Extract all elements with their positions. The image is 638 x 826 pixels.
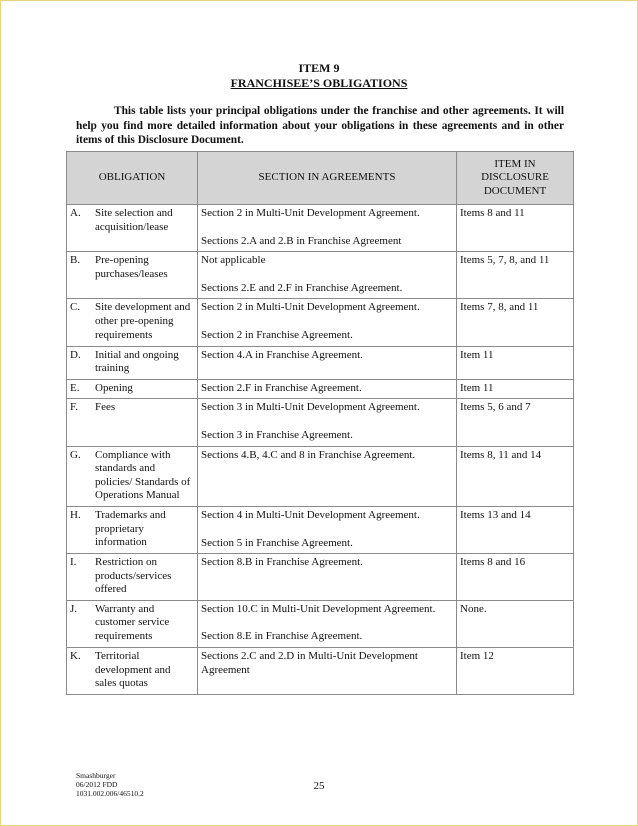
section-cell	[198, 600, 457, 647]
section-reference: Sections 2.A and 2.B in Franchise Agreement	[201, 234, 402, 247]
disclosure-item-cell: Items 5, 7, 8, and 11	[457, 252, 574, 299]
table-row	[67, 399, 574, 446]
disclosure-item-cell: Items 8 and 16	[457, 554, 574, 601]
section-cell	[198, 506, 457, 553]
header-obligation: OBLIGATION	[67, 152, 198, 205]
section-reference: Section 2.F in Franchise Agreement.	[201, 381, 362, 394]
disclosure-item-cell: Items 8 and 11	[457, 205, 574, 252]
footer-doc-number: 1031.002.006/46510.2	[76, 789, 144, 798]
disclosure-item-cell: Item 11	[457, 346, 574, 379]
section-reference: Sections 4.B, 4.C and 8 in Franchise Agreement.	[201, 448, 416, 461]
section-cell	[198, 205, 457, 252]
intro-paragraph: This table lists your principal obligations under the franchise and other agreements. It will help you find more detailed information about your obligations in these agreements and in other items of this Disclosure Document.	[76, 105, 564, 146]
obligation-text: Trademarks and proprietary information	[95, 508, 166, 549]
section-reference: Section 3 in Franchise Agreement.	[201, 428, 353, 441]
obligation-cell	[67, 346, 198, 379]
table-header-row	[67, 152, 574, 205]
section-reference: Section 2 in Multi-Unit Development Agreement.	[201, 207, 420, 219]
obligation-text: Site selection and acquisition/lease	[95, 207, 173, 233]
section-cell	[198, 446, 457, 506]
section-cell	[198, 648, 457, 695]
obligation-letter: G.	[70, 448, 81, 461]
table-row	[67, 299, 574, 346]
obligation-letter: E.	[70, 381, 80, 394]
disclosure-item-cell: None.	[457, 600, 574, 647]
disclosure-item-cell: Items 13 and 14	[457, 506, 574, 553]
section-reference: Section 4.A in Franchise Agreement.	[201, 348, 363, 361]
disclosure-item-cell: Item 12	[457, 648, 574, 695]
table-row	[67, 205, 574, 252]
obligation-cell	[67, 648, 198, 695]
obligation-text: Warranty and customer service requirements	[95, 602, 170, 643]
item-heading	[1, 61, 637, 91]
table-row	[67, 506, 574, 553]
table-row	[67, 379, 574, 399]
section-cell	[198, 399, 457, 446]
section-cell	[198, 252, 457, 299]
obligation-cell	[67, 506, 198, 553]
section-cell	[198, 346, 457, 379]
obligation-letter: K.	[70, 650, 81, 663]
obligation-letter: H.	[70, 508, 81, 521]
section-cell	[198, 379, 457, 399]
section-reference: Section 4 in Multi-Unit Development Agreement.	[201, 508, 420, 521]
disclosure-item-cell: Items 5, 6 and 7	[457, 399, 574, 446]
section-reference: Sections 2.E and 2.F in Franchise Agreement.	[201, 281, 403, 294]
item-number: ITEM 9	[298, 61, 340, 75]
obligation-cell	[67, 379, 198, 399]
section-cell	[198, 554, 457, 601]
obligation-letter: F.	[70, 401, 78, 414]
section-reference: Section 2 in Multi-Unit Development Agreement.	[201, 301, 420, 314]
section-reference: Sections 2.C and 2.D in Multi-Unit Development Agreement	[201, 650, 418, 676]
obligation-text: Initial and ongoing training	[95, 348, 179, 375]
obligation-letter: C.	[70, 301, 81, 314]
obligation-cell	[67, 205, 198, 252]
table-row	[67, 648, 574, 695]
table-row	[67, 446, 574, 506]
section-reference: Not applicable	[201, 254, 266, 267]
table-row	[67, 252, 574, 299]
obligation-cell	[67, 252, 198, 299]
footer-fdd-date: 06/2012 FDD	[76, 780, 118, 789]
section-cell	[198, 299, 457, 346]
obligation-letter: A.	[70, 207, 81, 219]
header-item: ITEM IN DISCLOSURE DOCUMENT	[457, 152, 574, 205]
obligation-text: Opening	[95, 381, 133, 394]
obligations-table	[66, 151, 574, 695]
table-row	[67, 346, 574, 379]
obligation-text: Pre-opening purchases/leases	[95, 254, 168, 280]
obligation-letter: I.	[70, 556, 77, 569]
obligation-text: Territorial development and sales quotas	[95, 650, 171, 690]
table-row	[67, 554, 574, 601]
obligation-text: Compliance with standards and policies/ Standards of Operations Manual	[95, 448, 191, 502]
obligation-letter: D.	[70, 348, 81, 361]
table-row	[67, 600, 574, 647]
section-reference: Section 2 in Franchise Agreement.	[201, 328, 353, 341]
obligation-letter: B.	[70, 254, 81, 267]
obligation-cell	[67, 554, 198, 601]
table-body	[67, 205, 574, 695]
disclosure-item-cell: Items 8, 11 and 14	[457, 446, 574, 506]
header-section: SECTION IN AGREEMENTS	[198, 152, 457, 205]
obligation-cell	[67, 446, 198, 506]
section-reference: Section 3 in Multi-Unit Development Agreement.	[201, 401, 420, 414]
obligation-cell	[67, 299, 198, 346]
section-reference: Section 10.C in Multi-Unit Development Agreement.	[201, 602, 436, 615]
item-title: FRANCHISEE’S OBLIGATIONS	[230, 76, 408, 90]
obligation-text: Site development and other pre-opening requirements	[95, 301, 191, 341]
obligation-text: Fees	[95, 401, 116, 414]
obligation-letter: J.	[70, 602, 78, 615]
disclosure-item-cell: Items 7, 8, and 11	[457, 299, 574, 346]
section-reference: Section 5 in Franchise Agreement.	[201, 536, 353, 549]
obligation-cell	[67, 600, 198, 647]
obligation-text: Restriction on products/services offered	[95, 556, 172, 596]
page-number: 25	[313, 780, 325, 792]
disclosure-item-cell: Item 11	[457, 379, 574, 399]
section-reference: Section 8.E in Franchise Agreement.	[201, 630, 363, 643]
section-reference: Section 8.B in Franchise Agreement.	[201, 556, 363, 569]
obligation-cell	[67, 399, 198, 446]
footer-company: Smashburger	[76, 771, 116, 780]
